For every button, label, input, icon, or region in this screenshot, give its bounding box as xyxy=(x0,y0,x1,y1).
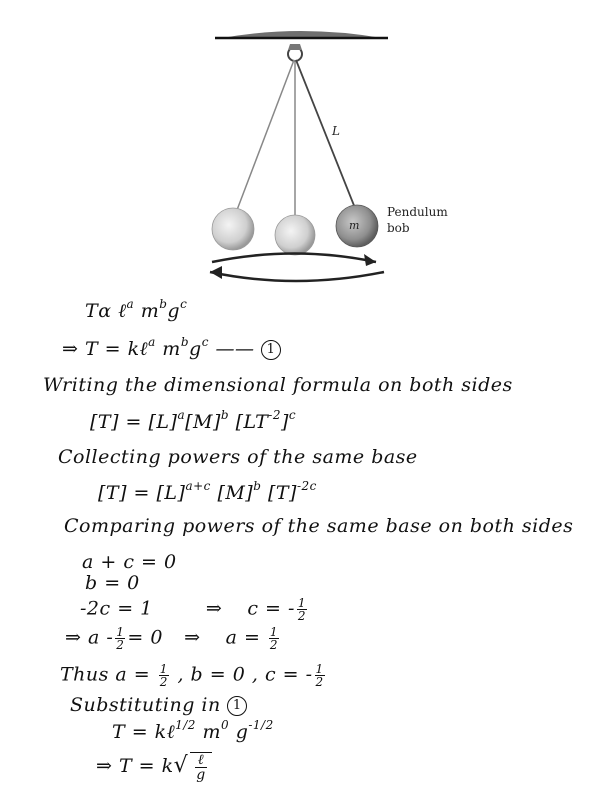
string-right xyxy=(296,60,355,208)
line-thus-values: Thus a = $\frac{1}{2}$ , b = 0 , c = - $\frac{1}{2}$ xyxy=(60,662,324,689)
pendulum-diagram xyxy=(0,0,612,290)
line-dimensional-equation: $[T] = [L]^a[M]^b$ $[LT^{-2}]^c$ xyxy=(90,408,297,433)
length-label: L xyxy=(332,124,340,138)
bob-label-line2: bob xyxy=(387,221,410,235)
line-final-result: ⇒ T = k√ $\frac{\text{ℓ}}{g}$ xyxy=(96,752,212,782)
line-eq-b: b = 0 xyxy=(85,572,140,594)
line-collecting-powers: Collecting powers of the same base xyxy=(58,446,418,468)
string-left xyxy=(237,60,294,210)
bob-left xyxy=(212,208,254,250)
line-substituting: Substituting in 1 xyxy=(70,694,247,716)
bob-label-line1: Pendulum xyxy=(387,205,448,219)
bob-center xyxy=(275,215,315,255)
mass-label: m xyxy=(349,219,360,232)
swing-arrow-bottom xyxy=(210,272,384,281)
line-eq-c: -2c = 1 ⇒ c = - $\frac{1}{2}$ xyxy=(80,596,307,623)
line-collected-equation: $[T] = [L]^{a+c}$ $[M]^b$ $[T]^{-2c}$ xyxy=(98,479,317,504)
equation-number-badge: 1 xyxy=(261,340,281,360)
square-root: $\frac{\text{ℓ}}{g}$ xyxy=(190,752,211,782)
line-comparing-powers: Comparing powers of the same base on both sides xyxy=(64,515,574,537)
line-eq-a-plus-c: a + c = 0 xyxy=(82,551,177,573)
equation-ref-badge: 1 xyxy=(227,696,247,716)
line-proportionality: Tα ℓ$^a$ $m^bg^c$ xyxy=(85,297,188,322)
line-writing-dimensional: Writing the dimensional formula on both sides xyxy=(43,374,513,396)
line-equation-1: ⇒ T = kℓ$^a$ $m^bg^c$ —— 1 xyxy=(62,338,281,361)
line-substituted-equation: T = kℓ$^{1/2}$ $m^0$ $g^{-1/2}$ xyxy=(112,718,274,743)
line-solve-a: ⇒ a - $\frac{1}{2}$ = 0 ⇒ a = $\frac{1}{2}$ xyxy=(65,625,279,652)
